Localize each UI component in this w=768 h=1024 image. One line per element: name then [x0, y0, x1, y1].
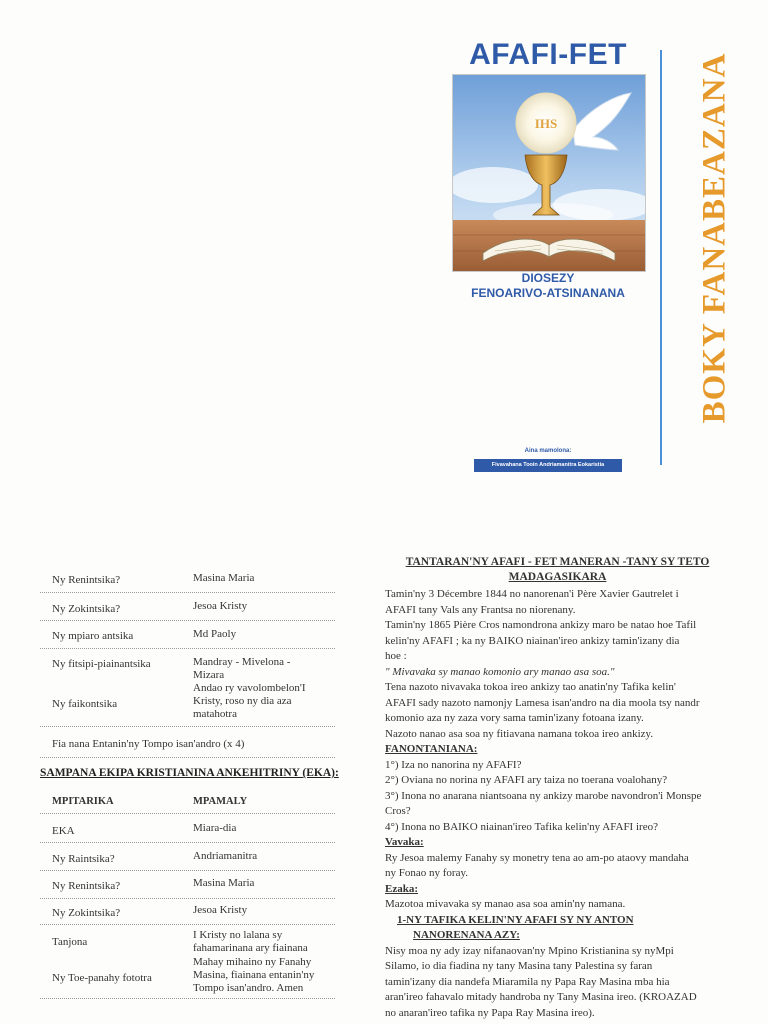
row-label: Ny faikontsika	[52, 698, 118, 710]
ihs-text: IHS	[534, 116, 558, 131]
row-label: Ny fitsipi-piainantsika	[52, 658, 151, 670]
text-line: aran'ireo fahavalo mitady handroba ny Tany Masina ireo. (KROAZAD	[385, 991, 697, 1003]
table-row-value: Miara-dia	[193, 822, 237, 834]
table-row-value-line: I Kristy no lalana sy	[193, 929, 283, 941]
history-title-line-1: TANTARAN'NY AFAFI - FET MANERAN -TANY SY TETO	[405, 556, 710, 568]
text-line: Tamin'ny 1865 Pière Cros namondrona ankizy maro be natao hoe Tafil	[385, 619, 697, 631]
section1-heading-line-2: NANORENANA AZY:	[413, 929, 520, 941]
table-row-value-line: fahamarinana ary fiainana	[193, 942, 308, 954]
cover-illustration	[452, 74, 646, 272]
row-label: Ny mpiaro antsika	[52, 630, 134, 642]
closing-line: Fia nana Entanin'ny Tompo isan'andro (x 4)	[52, 738, 245, 750]
row-separator	[40, 842, 335, 843]
table-row-value: Masina Maria	[193, 877, 255, 889]
text-line: Nisy moa ny ady izay nifanaovan'ny Mpino Kristianina sy nyMpi	[385, 944, 674, 957]
row-value: Jesoa Kristy	[193, 600, 248, 612]
row-label: Ny Renintsika?	[52, 574, 121, 586]
row-value-line: Mandray - Mivelona -	[193, 656, 291, 668]
publisher-label: Aina mamolona:	[524, 448, 572, 454]
question-line: 2°) Oviana no norina ny AFAFI ary taiza no toerana voalohany?	[385, 774, 668, 786]
table-row-value-line: Tompo isan'andro. Amen	[193, 982, 304, 994]
question-line: 4°) Inona no BAIKO niainan'ireo Tafika kelin'ny AFAFI ireo?	[385, 820, 658, 833]
text-line: hoe :	[385, 650, 407, 662]
row-value-line: Mizara	[193, 669, 225, 681]
text-line: Tamin'ny 3 Décembre 1844 no nanorenan'i Père Xavier Gautrelet i	[385, 588, 679, 600]
exercise-line: Mazotoa mivavaka sy manao asa soa amin'ny namana.	[385, 898, 626, 910]
chalice-book-illustration	[453, 75, 645, 271]
cover-title: AFAFI-FET	[469, 38, 627, 71]
table-row-label: Ny Raintsika?	[52, 853, 115, 865]
row-value-line: Andao ry vavolombelon'I	[193, 682, 306, 694]
prayer-heading: Vavaka:	[385, 836, 424, 848]
row-separator	[40, 898, 335, 899]
table-row-value: Andriamanitra	[193, 850, 258, 862]
row-separator	[40, 998, 335, 999]
text-line: Tena nazoto nivavaka tokoa ireo ankizy tao anatin'ny Tafika kelin'	[385, 681, 676, 693]
row-separator	[40, 648, 335, 649]
text-line: Nazoto nanao asa soa ny fitiavana namana tokoa ireo ankizy.	[385, 727, 654, 740]
table-row-value: Jesoa Kristy	[193, 904, 248, 916]
motto: " Mivavaka sy manao komonio ary manao asa soa."	[385, 665, 615, 678]
diocese-line-2: FENOARIVO-ATSINANANA	[471, 286, 625, 300]
row-separator	[40, 757, 335, 758]
table-header-mpamaly: MPAMALY	[193, 796, 248, 807]
section-heading: SAMPANA EKIPA KRISTIANINA ANKEHITRINY (EKA):	[40, 767, 339, 779]
row-value-line: Kristy, roso ny dia aza	[193, 695, 292, 707]
side-title: BOKY FANABEAZANA	[696, 52, 733, 424]
exercise-heading: Ezaka:	[385, 882, 418, 895]
row-separator	[40, 726, 335, 727]
row-separator	[40, 870, 335, 871]
history-title	[385, 555, 730, 585]
section1-heading-line-1: 1-NY TAFIKA KELIN'NY AFAFI SY NY ANTON	[397, 913, 634, 926]
text-line: komonio aza ny zaza vory sama tamin'izany fotoana izany.	[385, 712, 644, 724]
prayer-line: ny Fonao ny foray.	[385, 867, 468, 879]
row-separator	[40, 620, 335, 621]
row-separator	[40, 592, 335, 593]
text-line: Silamo, io dia fiadina ny tany Masina tany Palestina sy faran	[385, 960, 653, 972]
questions-heading: FANONTANIANA:	[385, 743, 478, 755]
publisher-banner: Fivavahana Tooin Andriamanitra Eokaristia	[474, 459, 622, 472]
question-line: Cros?	[385, 805, 411, 817]
row-separator	[40, 813, 335, 814]
row-value-line: matahotra	[193, 708, 237, 720]
text-line: AFAFI sady nazoto namonjy Lamesa isan'andro na dia moola tsy nandr	[385, 696, 700, 709]
row-label: Ny Zokintsika?	[52, 603, 121, 615]
history-title-line-2: MADAGASIKARA	[508, 571, 607, 583]
prayer-line: Ry Jesoa malemy Fanahy sy monetry tena ao am-po ataovy mandaha	[385, 851, 689, 864]
text-line: AFAFI tany Vals any Frantsa no niorenany.	[385, 603, 576, 616]
table-row-label: Tanjona	[52, 936, 88, 948]
text-line: tamin'izany dia nandefa Miaramila ny Papa Ray Masina mba hia	[385, 975, 670, 988]
table-row-value-line: Masina, fiainana entanin'ny	[193, 969, 315, 981]
table-row-value-line: Mahay mihaino ny Fanahy	[193, 956, 312, 968]
table-row-label: Ny Renintsika?	[52, 880, 121, 892]
diocese-line-1: DIOSEZY	[521, 271, 575, 285]
table-row-label: Ny Toe-panahy fototra	[52, 972, 152, 984]
question-line: 3°) Inona no anarana niantsoana ny ankizy marobe navondron'i Monspe	[385, 789, 702, 802]
row-value: Md Paoly	[193, 628, 237, 640]
row-separator	[40, 924, 335, 925]
table-row-label: Ny Zokintsika?	[52, 907, 121, 919]
text-line: kelin'ny AFAFI ; ka ny BAIKO niainan'ireo ankizy tamin'izany dia	[385, 634, 680, 647]
cover-divider-rule	[660, 50, 662, 465]
question-line: 1°) Iza no nanorina ny AFAFI?	[385, 758, 522, 771]
table-header-mpitarika: MPITARIKA	[52, 796, 114, 807]
text-line: no anaran'ireo tafika ny Papa Ray Masina ireo).	[385, 1006, 595, 1019]
table-row-label: EKA	[52, 825, 75, 837]
history-paragraph-1	[385, 587, 730, 1021]
row-value: Masina Maria	[193, 572, 255, 584]
